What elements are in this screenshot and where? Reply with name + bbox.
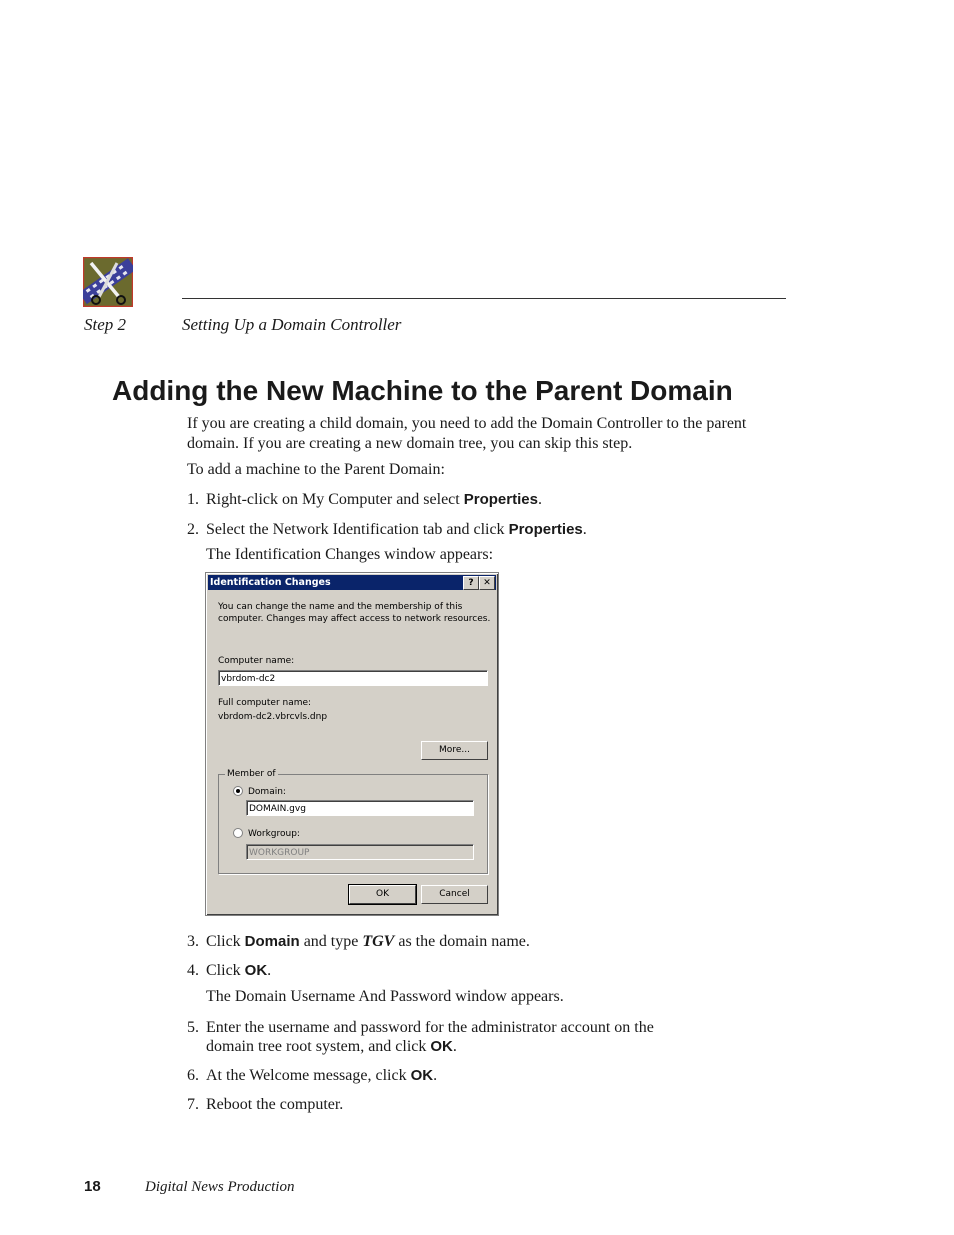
ok-button[interactable]: OK xyxy=(349,885,416,904)
step-4-note: The Domain Username And Password window appears. xyxy=(206,988,564,1005)
dialog-description-2: computer. Changes may affect access to network resources. xyxy=(218,614,491,624)
cancel-button[interactable]: Cancel xyxy=(421,885,488,904)
workgroup-radio[interactable] xyxy=(233,828,243,838)
step-3: 3. Click Domain and type TGV as the domain name. xyxy=(187,933,530,950)
identification-changes-dialog xyxy=(205,572,499,916)
step-2-note: The Identification Changes window appears: xyxy=(206,546,494,563)
chapter-title: Setting Up a Domain Controller xyxy=(182,315,402,334)
full-computer-name-value: vbrdom-dc2.vbrcvls.dnp xyxy=(218,712,328,722)
step-1: 1. Right-click on My Computer and select Properties. xyxy=(187,491,542,508)
dialog-description-1: You can change the name and the membership of this xyxy=(218,602,463,612)
member-of-label: Member of xyxy=(227,769,276,779)
step-7: 7. Reboot the computer. xyxy=(187,1096,344,1113)
dialog-title: Identification Changes xyxy=(210,577,331,588)
radio-selected-dot xyxy=(236,789,240,793)
full-computer-name-label: Full computer name: xyxy=(218,698,312,708)
workgroup-label: Workgroup: xyxy=(248,829,300,839)
section-title: Adding the New Machine to the Parent Domain xyxy=(112,375,733,406)
film-scissors-logo-icon xyxy=(83,257,133,307)
help-button[interactable]: ? xyxy=(463,576,479,590)
step-label: Step 2 xyxy=(84,315,127,334)
domain-radio[interactable] xyxy=(233,786,243,796)
computer-name-input[interactable]: vbrdom-dc2 xyxy=(218,670,488,686)
domain-input[interactable]: DOMAIN.gvg xyxy=(246,800,474,816)
step-5: 5. Enter the username and password for the administrator account on the xyxy=(187,1019,654,1036)
lead-paragraph: To add a machine to the Parent Domain: xyxy=(187,461,445,478)
step-5-continued: domain tree root system, and click OK. xyxy=(206,1038,457,1055)
more-button[interactable]: More... xyxy=(421,741,488,760)
intro-paragraph: If you are creating a child domain, you need to add the Domain Controller to the parent domain. If you are creating a new domain tree, you can skip this step. xyxy=(187,415,747,452)
step-4: 4. Click OK. xyxy=(187,962,272,979)
domain-label: Domain: xyxy=(248,787,286,797)
dialog-titlebar xyxy=(208,575,496,590)
book-title: Digital News Production xyxy=(145,1179,295,1195)
workgroup-input[interactable]: WORKGROUP xyxy=(246,844,474,860)
header-rule xyxy=(182,298,786,299)
computer-name-label: Computer name: xyxy=(218,656,295,666)
close-icon[interactable]: ✕ xyxy=(479,576,495,590)
page-number: 18 xyxy=(84,1178,101,1195)
step-6: 6. At the Welcome message, click OK. xyxy=(187,1067,438,1084)
step-2: 2. Select the Network Identification tab and click Properties. xyxy=(187,521,587,538)
